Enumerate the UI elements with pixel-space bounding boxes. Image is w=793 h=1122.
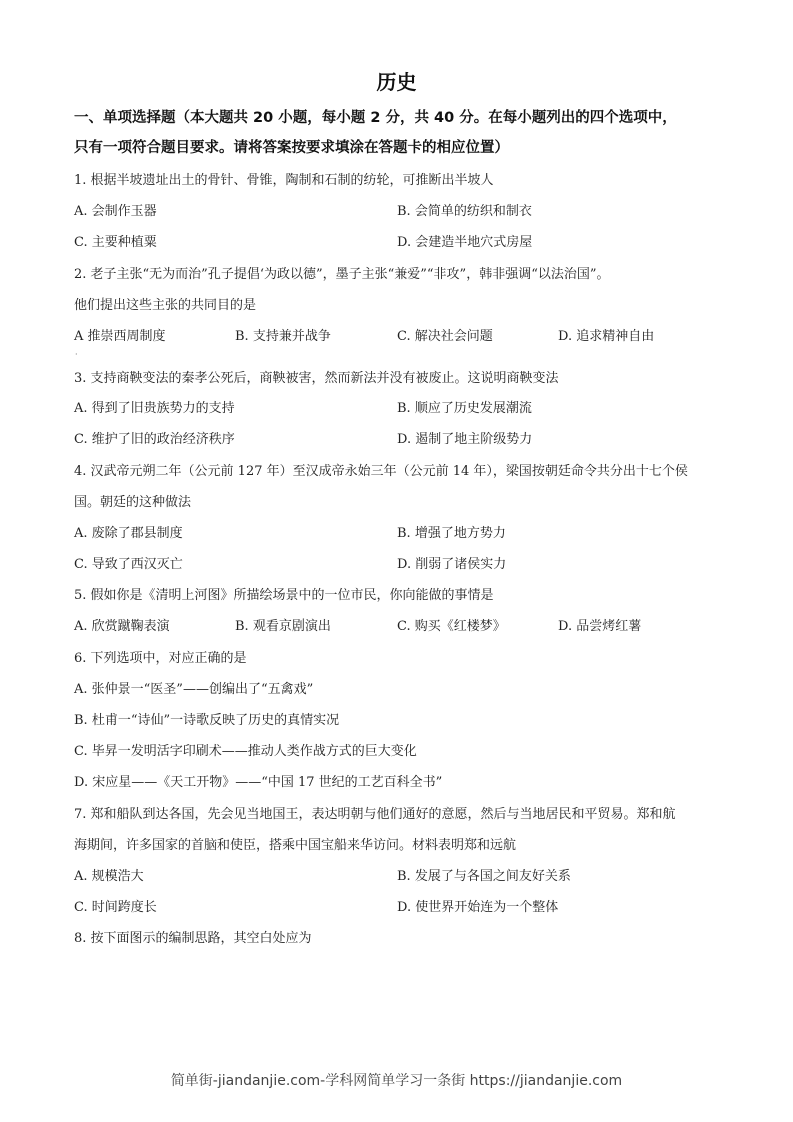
section-heading-line-2: 只有一项符合题目要求。请将答案按要求填涂在答题卡的相应位置） [74, 140, 509, 156]
q1-stem: 1. 根据半坡遗址出土的骨针、骨锥，陶制和石制的纺轮，可推断出半坡人 [74, 173, 494, 188]
q3-option-d: D. 遏制了地主阶级势力 [397, 432, 533, 447]
q1-option-b: B. 会简单的纺织和制衣 [397, 204, 532, 219]
q7-stem-line-2: 海期间，许多国家的首脑和使臣，搭乘中国宝船来华访问。材料表明郑和远航 [74, 838, 517, 853]
q2-option-a: A 推崇西周制度 [74, 329, 166, 344]
q3-option-a: A. 得到了旧贵族势力的支持 [74, 401, 235, 416]
q6-option-d: D. 宋应星——《天工开物》——“中国 17 世纪的工艺百科全书” [74, 775, 443, 790]
q1-option-a: A. 会制作玉器 [74, 204, 157, 219]
q1-option-d: D. 会建造半地穴式房屋 [397, 235, 533, 250]
q7-option-b: B. 发展了与各国之间友好关系 [397, 869, 571, 884]
q6-option-a: A. 张仲景一“医圣”——创编出了“五禽戏” [74, 682, 314, 697]
q5-option-b: B. 观看京剧演出 [235, 619, 331, 634]
q6-option-c: C. 毕昇一发明活字印刷术——推动人类作战方式的巨大变化 [74, 744, 417, 759]
q2-stem-line-2: 他们提出这些主张的共同目的是 [74, 298, 257, 313]
q1-option-c: C. 主要种植粟 [74, 235, 157, 250]
q4-option-d: D. 削弱了诸侯实力 [397, 557, 507, 572]
q4-option-a: A. 废除了郡县制度 [74, 526, 183, 541]
q5-stem: 5. 假如你是《清明上河图》所描绘场景中的一位市民，你向能做的事情是 [74, 588, 494, 603]
q7-option-c: C. 时间跨度长 [74, 900, 157, 915]
q4-option-b: B. 增强了地方势力 [397, 526, 506, 541]
page-title: 历史 [376, 70, 417, 94]
q6-option-b: B. 杜甫一“诗仙”一诗歌反映了历史的真情实况 [74, 713, 340, 728]
q3-option-c: C. 维护了旧的政治经济秩序 [74, 432, 235, 447]
section-heading [74, 103, 734, 163]
q4-stem-line-2: 国。朝廷的这种做法 [74, 495, 192, 510]
q3-stem: 3. 支持商鞅变法的秦孝公死后，商鞅被害，然而新法并没有被废止。这说明商鞅变法 [74, 371, 559, 386]
section-heading-line-1: 一、单项选择题（本大题共 20 小题，每小题 2 分，共 40 分。在每小题列出的四个选项中， [74, 110, 677, 126]
q7-option-d: D. 使世界开始连为一个整体 [397, 900, 559, 915]
q2-option-b: B. 支持兼并战争 [235, 329, 331, 344]
q2-option-d: D. 追求精神自由 [558, 329, 655, 344]
q5-option-c: C. 购买《红楼梦》 [397, 619, 506, 634]
q7-stem-line-1: 7. 郑和船队到达各国，先会见当地国王，表达明朝与他们通好的意愿，然后与当地居民和平贸易。郑和航 [74, 807, 676, 822]
q6-stem: 6. 下列选项中，对应正确的是 [74, 651, 247, 666]
q7-option-a: A. 规模浩大 [74, 869, 144, 884]
q2-option-c: C. 解决社会问题 [397, 329, 493, 344]
q8-stem: 8. 按下面图示的编制思路，其空白处应为 [74, 931, 312, 946]
q4-stem-line-1: 4. 汉武帝元朔二年（公元前 127 年）至汉成帝永始三年（公元前 14 年），梁国按朝廷命令共分出十七个侯 [74, 464, 688, 479]
q2-stem-line-1: 2. 老子主张“无为而治”孔子提倡‘为政以德”，墨子主张“兼爱”“非攻”，韩非强调“以法治国”。 [74, 267, 610, 282]
footer-watermark: 简单街-jiandanjie.com-学科网简单学习一条街 https://jiandanjie.com [170, 1073, 623, 1089]
q3-option-b: B. 顺应了历史发展潮流 [397, 401, 532, 416]
q4-option-c: C. 导致了西汉灭亡 [74, 557, 183, 572]
stray-mark: · [75, 350, 78, 359]
q5-option-a: A. 欣赏蹴鞠表演 [74, 619, 170, 634]
q5-option-d: D. 品尝烤红薯 [558, 619, 642, 634]
